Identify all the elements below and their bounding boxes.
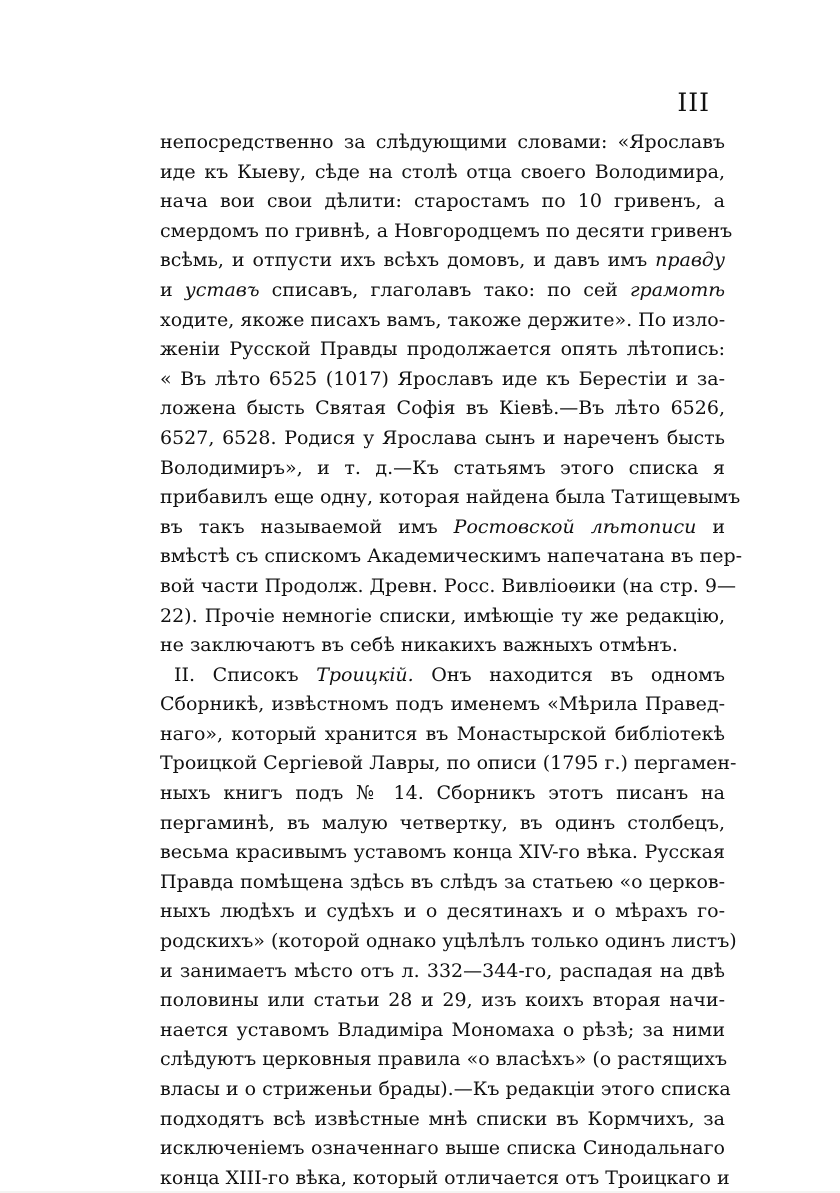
text-line [160, 246, 725, 276]
text-line [160, 720, 725, 750]
text-run: и [696, 515, 726, 538]
text-run: родскихъ» (которой однако уцѣлѣлъ только одинъ листъ) [160, 930, 737, 953]
text-line [160, 424, 725, 454]
text-run: ложена бысть Святая Софія въ Кіевѣ.—Въ лѣто 6526, [160, 397, 725, 420]
text-line [160, 483, 741, 513]
text-line [160, 986, 725, 1016]
text-line [160, 661, 725, 691]
text-run: въ такъ называемой имъ [160, 515, 454, 538]
text-run: иде къ Кыеву, сѣде на столѣ отца своего Володимира, [160, 160, 725, 183]
text-run: всѣмь, и отпусти ихъ всѣхъ домовъ, и давъ имъ [160, 249, 656, 272]
text-line [160, 1075, 731, 1105]
text-run: не заключаютъ въ себѣ никакихъ важныхъ отмѣнъ. [160, 634, 678, 657]
text-run: наго», который хранится въ Монастырской библіотекѣ [160, 722, 725, 745]
text-run: ныхъ людѣхъ и судѣхъ и о десятинахъ и о мѣрахъ го- [160, 900, 725, 923]
text-run: власы и о стриженьи брады).—Къ редакціи этого списка [160, 1078, 731, 1100]
text-line [160, 1105, 725, 1135]
italic-text-run: Троицкій. [316, 663, 414, 686]
text-line [160, 1164, 730, 1193]
text-run: половины или статьи 28 и 29, изъ коихъ вторая начи- [160, 989, 725, 1012]
text-run: вмѣстѣ съ спискомъ Академическимъ напечатана въ пер- [160, 545, 743, 568]
text-run: нача вои свои дѣлити: старостамъ по 10 гривенъ, а [160, 190, 725, 213]
text-run: конца XIII-го вѣка, который отличается отъ Троицкаго и [160, 1166, 730, 1189]
text-line [160, 749, 737, 779]
text-run: и [160, 278, 185, 301]
text-run: исключеніемъ означеннаго выше списка Синодальнаго [160, 1137, 725, 1160]
text-line [160, 868, 725, 898]
text-run: Володимиръ», и т. д.—Къ статьямъ этого списка я [160, 456, 725, 479]
text-line [160, 957, 725, 987]
text-run: пергаминѣ, въ малую четвертку, въ одинъ столбецъ, [160, 811, 725, 834]
text-run: смердомъ по гривнѣ, а Новгородцемъ по десяти гривенъ [160, 219, 733, 242]
text-run: ходите, якоже писахъ вамъ, такоже держите». По изло- [160, 308, 726, 331]
text-run: слѣдуютъ церковныя правила «о власѣхъ» (о растящихъ [160, 1048, 728, 1071]
italic-text-run: правду [655, 249, 725, 272]
text-run: женіи Русской Правды продолжается опять лѣтопись: [160, 338, 725, 361]
text-line [160, 158, 725, 188]
text-run: Сборникѣ, извѣстномъ подъ именемъ «Мѣрила Правед- [160, 693, 725, 716]
text-line [160, 306, 725, 336]
text-run: нается уставомъ Владиміра Мономаха о рѣзѣ; за ними [160, 1018, 725, 1041]
text-line [160, 1045, 728, 1075]
text-line [160, 276, 725, 306]
italic-text-run: уставъ [184, 278, 260, 301]
text-run: II. Списокъ [174, 663, 317, 686]
text-line [160, 602, 725, 632]
text-line [160, 779, 725, 809]
text-line [160, 927, 737, 957]
text-line [160, 365, 725, 395]
italic-text-run: грамотѣ [629, 278, 726, 301]
text-run: прибавилъ еще одну, которая найдена была Татищевымъ [160, 486, 741, 509]
text-line [160, 1134, 725, 1164]
text-line [160, 572, 736, 602]
italic-text-run: Ростовской лѣтописи [453, 515, 697, 538]
text-line [160, 217, 733, 247]
text-line [160, 809, 725, 839]
text-run: вой части Продолж. Древн. Росс. Вивліоѳики (на стр. 9— [160, 574, 736, 597]
text-line [160, 631, 725, 661]
text-line [160, 454, 725, 484]
text-run: списавъ, глаголавъ тако: по сей [259, 278, 630, 301]
text-run: и занимаетъ мѣсто отъ л. 332—344-го, распадая на двѣ [160, 959, 725, 982]
text-run: 6527, 6528. Родися у Ярослава сынъ и нареченъ бысть [160, 426, 725, 449]
text-run: ныхъ книгъ подъ № 14. Сборникъ этотъ писанъ на [160, 782, 725, 805]
text-run: « Въ лѣто 6525 (1017) Ярославъ иде къ Берестіи и за- [160, 367, 725, 390]
text-line [160, 128, 725, 158]
text-line [160, 1016, 725, 1046]
text-line [160, 838, 725, 868]
text-line [160, 690, 725, 720]
text-line [160, 542, 743, 572]
text-line [160, 187, 725, 217]
text-line [160, 513, 725, 543]
body-text [160, 128, 743, 1193]
text-run: весьма красивымъ уставомъ конца XIV-го вѣка. Русская [160, 841, 725, 864]
text-run: непосредственно за слѣдующими словами: «Ярославъ [160, 131, 725, 153]
text-run: Правда помѣщена здѣсь въ слѣдъ за статьею «о церков- [160, 870, 725, 893]
page-number: III [677, 88, 710, 117]
text-run: Троицкой Сергіевой Лавры, по описи (1795 г.) пергамен- [160, 752, 737, 775]
text-run: Онъ находится въ одномъ [413, 663, 725, 686]
text-line [160, 897, 725, 927]
text-run: подходятъ всѣ извѣстные мнѣ списки въ Кормчихъ, за [160, 1107, 725, 1130]
text-line [160, 394, 725, 424]
text-run: 22). Прочіе немногіе списки, имѣющіе ту же редакцію, [160, 604, 725, 627]
text-line [160, 335, 725, 365]
